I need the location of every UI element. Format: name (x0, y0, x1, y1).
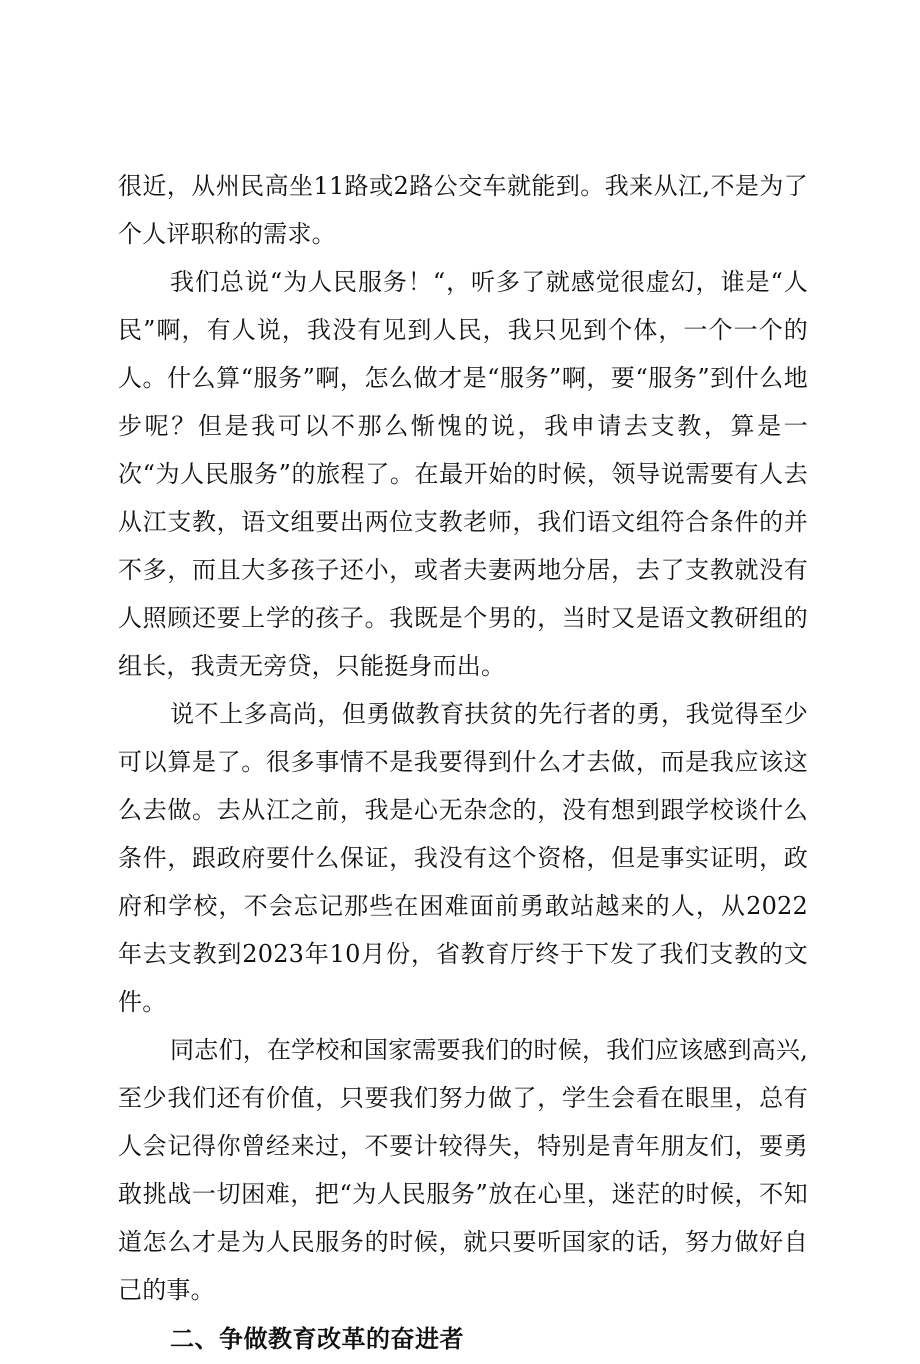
paragraph-pioneer: 说不上多高尚，但勇做教育扶贫的先行者的勇，我觉得至少可以算是了。很多事情不是我要得到什么才去做，而是我应该这么去做。去从江之前，我是心无杂念的，没有想到跟学校谈什么条件，跟政府要什么保证，我没有这个资格，但是事实证明，政府和学校，不会忘记那些在困难面前勇敢站越来的人，从2022年去支教到2023年10月份，省教育厅终于下发了我们支教的文件。 (118, 700, 808, 1016)
paragraph-serve-the-people: 我们总说“为人民服务！“，听多了就感觉很虚幻，谁是“人民”啊，有人说，我没有见到人民，我只见到个体，一个一个的人。什么算“服务”啊，怎么做才是“服务”啊，要“服务”到什么地步呢？但是我可以不那么惭愧的说，我申请去支教，算是一次“为人民服务”的旅程了。在最开始的时候，领导说需要有人去从江支教，语文组要出两位支教老师，我们语文组符合条件的并不多，而且大多孩子还小，或者夫妻两地分居，去了支教就没有人照顾还要上学的孩子。我既是个男的，当时又是语文教研组的组长，我责无旁贷，只能挺身而出。 (118, 268, 808, 680)
paragraph-continuation: 很近，从州民高坐11路或2路公交车就能到。我来从江,不是为了个人评职称的需求。 (118, 172, 808, 248)
document-body (118, 162, 808, 1364)
paragraph-comrades: 同志们，在学校和国家需要我们的时候，我们应该感到高兴,至少我们还有价值，只要我们努力做了，学生会看在眼里，总有人会记得你曾经来过，不要计较得失，特别是青年朋友们，要勇敢挑战一切困难，把“为人民服务”放在心里，迷茫的时候，不知道怎么才是为人民服务的时候，就只要听国家的话，努力做好自己的事。 (118, 1036, 808, 1304)
section-heading: 二、争做教育改革的奋进者 (170, 1325, 464, 1353)
